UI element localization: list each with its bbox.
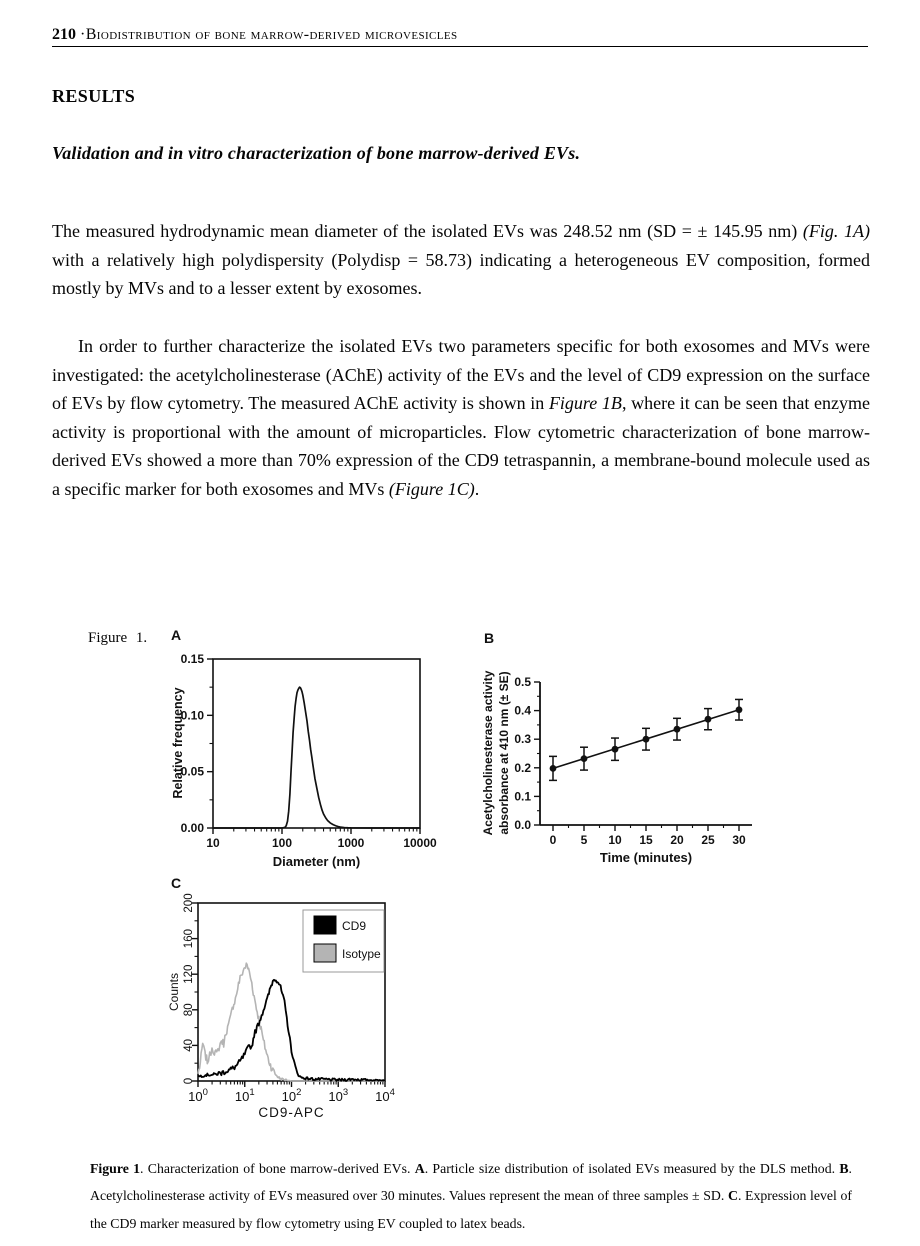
paragraph-1-text: The measured hydrodynamic mean diameter of the isolated EVs was 248.52 nm (SD = ± 145.95 nm) (52, 221, 803, 241)
svg-text:0.2: 0.2 (514, 760, 531, 775)
paragraph-1-text-2: with a relatively high polydispersity (Polydisp = 58.73) indicating a heterogeneous EV composition, formed mostly by MVs and to a lesser extent by exosomes. (52, 249, 870, 298)
svg-text:5: 5 (580, 833, 588, 847)
legend-label-isotype: Isotype (342, 947, 381, 961)
caption-text-3: . Acetylcholinesterase activity of EVs measured over 30 minutes. Values represent the mean of three samples ± SD. (90, 1160, 852, 1204)
figure-caption (90, 1155, 852, 1238)
panel-c-letter: C (171, 875, 182, 891)
paragraph-1-fig-ref: (Fig. 1A) (802, 221, 870, 241)
panel-a-x-axis-label: Diameter (nm) (272, 854, 361, 869)
svg-text:30: 30 (732, 833, 746, 847)
paragraph-2-text: In order to further characterize the isolated EVs two parameters specific for both exosomes and MVs were investigated: the acetylcholinesterase (AChE) activity of the EVs and the level of CD9 expression on the surface of EVs by flow cytometry. The measured AChE activity is shown in (52, 336, 870, 413)
legend-swatch-isotype (314, 944, 336, 962)
svg-text:0.05: 0.05 (180, 764, 204, 779)
svg-text:0.15: 0.15 (180, 652, 204, 666)
svg-text:0.4: 0.4 (514, 703, 531, 718)
caption-text-4: . Expression level of the CD9 marker measured by flow cytometry using EV coupled to latex beads. (90, 1188, 852, 1231)
panel-c-legend (303, 910, 384, 972)
svg-text:80: 80 (183, 1003, 195, 1017)
svg-text:104: $10^4$ (375, 1087, 395, 1104)
svg-text:0: 0 (183, 1077, 195, 1085)
panel-c-y-axis-label: Counts (167, 972, 181, 1012)
svg-text:0.3: 0.3 (514, 732, 531, 747)
paragraph-2-text-2: , where it can be seen that enzyme activity is proportional with the amount of microparticles. Flow cytometric characterization of bone marrow-derived EVs showed a more than 70% expression of the CD9 tetraspannin, a membrane-bound molecule used as a specific marker for both exosomes and MVs (52, 393, 870, 499)
running-head (52, 26, 458, 44)
legend-label-cd9: CD9 (342, 919, 367, 933)
subsection-heading: Validation and in vitro characterization of bone marrow-derived EVs. (52, 143, 581, 163)
header-rule (52, 46, 868, 47)
svg-text:25: 25 (701, 833, 715, 847)
svg-text:200: 200 (183, 893, 195, 913)
panel-b-axes (514, 675, 752, 847)
svg-text:0.0: 0.0 (514, 818, 531, 832)
panel-b-data-points (549, 699, 743, 780)
svg-text:20: 20 (670, 833, 684, 847)
svg-text:10: 10 (608, 833, 622, 847)
figure-1 (0, 620, 920, 1138)
panel-c-x-axis-label: CD9-APC (258, 1105, 325, 1120)
caption-c-bold: C (727, 1188, 738, 1204)
panel-b-y-axis-label: Acetylcholinesterase activity absorbance at 410 nm (± SE) (481, 670, 511, 836)
panel-a-size-distribution-chart (130, 625, 450, 870)
svg-text:0.1: 0.1 (514, 789, 531, 804)
svg-text:102: $10^2$ (281, 1087, 302, 1104)
svg-text:0: 0 (549, 833, 557, 847)
svg-text:103: $10^3$ (328, 1087, 349, 1104)
paragraph-2-fig-ref-b: Figure 1B (548, 393, 622, 413)
svg-text:10000: 10000 (403, 836, 437, 850)
panel-b-letter: B (484, 630, 495, 646)
results-heading: RESULTS (52, 86, 136, 106)
panel-a-axes (181, 652, 437, 850)
paragraph-2-fig-ref-c: (Figure 1C) (388, 478, 475, 499)
svg-text:0.5: 0.5 (514, 675, 531, 689)
caption-figure-bold: Figure 1 (90, 1160, 141, 1176)
running-title: ·Biodistribution of bone marrow-derived microvesicles (80, 26, 458, 43)
svg-text:0.00: 0.00 (180, 821, 204, 835)
svg-text:40: 40 (183, 1039, 195, 1052)
svg-text:101: $10^1$ (234, 1087, 255, 1104)
svg-text:160: 160 (183, 929, 195, 949)
svg-text:120: 120 (183, 964, 195, 984)
panel-b-ache-activity-chart (460, 625, 790, 875)
svg-text:1000: 1000 (337, 836, 365, 850)
panel-c-flow-cytometry-chart (130, 868, 460, 1132)
paragraph-2-text-3: . (474, 478, 480, 499)
svg-text:10: 10 (206, 836, 220, 850)
panel-a-y-axis-label: Relative frequency (171, 687, 185, 799)
panel-a-distribution-curve (213, 687, 420, 828)
svg-text:100: 100 (271, 836, 293, 850)
caption-text-1: . Characterization of bone marrow-derived EVs. (140, 1160, 415, 1176)
caption-b-bold: B (839, 1160, 849, 1176)
svg-text:15: 15 (639, 833, 653, 847)
panel-b-x-axis-label: Time (minutes) (599, 850, 693, 865)
panel-a-letter: A (171, 627, 182, 643)
panel-c-curve-isotype (198, 963, 385, 1081)
svg-text:100: $10^0$ (188, 1087, 208, 1104)
legend-swatch-cd9 (314, 916, 336, 934)
paragraph-1 (52, 217, 870, 303)
paragraph-2 (52, 332, 870, 503)
panel-c-curve-cd9 (198, 980, 385, 1081)
page-number: 210 (52, 26, 76, 43)
caption-text-2: . Particle size distribution of isolated EVs measured by the DLS method. (424, 1160, 840, 1176)
figure-label: Figure 1. (88, 630, 148, 646)
caption-a-bold: A (414, 1160, 425, 1176)
svg-text:0.10: 0.10 (180, 708, 204, 723)
